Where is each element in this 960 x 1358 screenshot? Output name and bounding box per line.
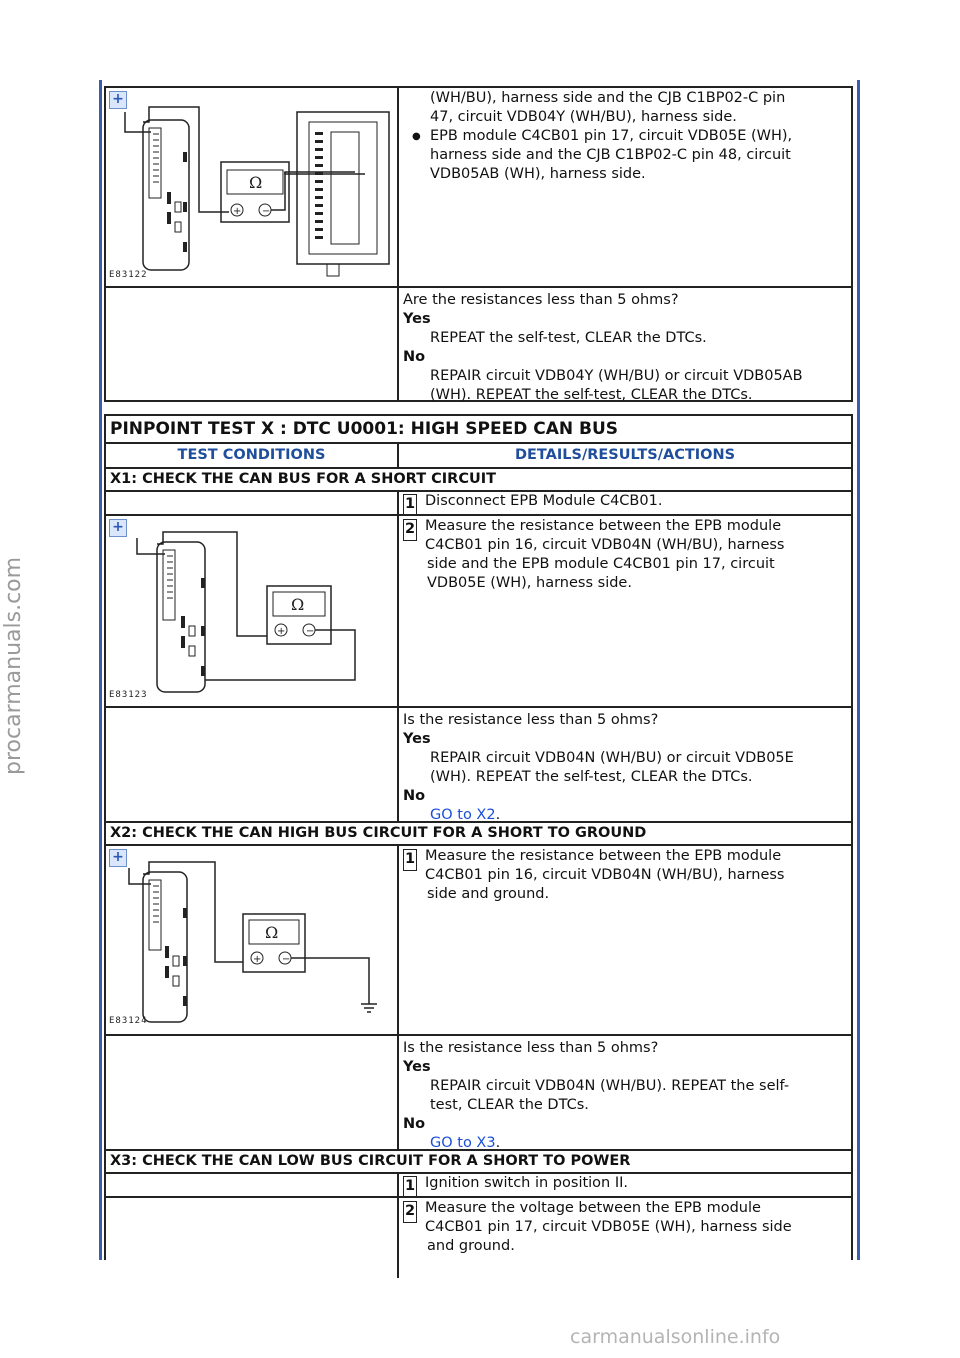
bullet-line: harness side and the CJB C1BP02-C pin 48, circuit bbox=[430, 147, 791, 163]
step-line: C4CB01 pin 16, circuit VDB04N (WH/BU), harness bbox=[425, 537, 785, 553]
svg-text:−: − bbox=[262, 206, 271, 217]
step-text bbox=[425, 517, 847, 555]
yes-action: test, CLEAR the DTCs. bbox=[430, 1097, 589, 1113]
step-line: Measure the resistance between the EPB module bbox=[425, 848, 782, 864]
x2-results-row bbox=[106, 1034, 851, 1149]
yes-label: Yes bbox=[403, 1059, 431, 1075]
previous-test-table bbox=[104, 86, 853, 402]
results-cell bbox=[399, 288, 851, 403]
step-text: Disconnect EPB Module C4CB01. bbox=[425, 493, 663, 509]
wiring-diagram-e83122 bbox=[109, 92, 395, 284]
x1-step1-cell bbox=[399, 492, 851, 514]
x3-step1-cell bbox=[399, 1174, 851, 1196]
details-cell bbox=[399, 88, 851, 286]
step-number: 2 bbox=[403, 1201, 417, 1223]
empty-condition-cell bbox=[106, 492, 399, 514]
empty-condition-cell bbox=[106, 1036, 399, 1149]
col-details-results-actions: DETAILS/RESULTS/ACTIONS bbox=[514, 447, 736, 463]
step-number: 2 bbox=[403, 519, 417, 541]
no-label: No bbox=[403, 1116, 426, 1132]
step-line: C4CB01 pin 17, circuit VDB05E (WH), harness side bbox=[425, 1219, 792, 1235]
x1-results-row bbox=[106, 706, 851, 821]
yes-action: REPAIR circuit VDB04N (WH/BU). REPEAT the self- bbox=[430, 1078, 790, 1094]
figure-cell bbox=[106, 88, 399, 286]
detail-line: 47, circuit VDB04Y (WH/BU), harness side. bbox=[430, 109, 737, 125]
step-number: 1 bbox=[403, 494, 417, 516]
x3-step1-row bbox=[106, 1172, 851, 1196]
no-label: No bbox=[403, 349, 426, 365]
col-test-conditions: TEST CONDITIONS bbox=[106, 444, 399, 467]
x2-step1-cell bbox=[399, 846, 851, 1034]
empty-condition-cell bbox=[106, 288, 399, 400]
no-action: GO to X2. bbox=[430, 807, 501, 823]
step-number: 1 bbox=[403, 849, 417, 871]
bullet-line: VDB05AB (WH), harness side. bbox=[430, 166, 646, 182]
step-line: VDB05E (WH), harness side. bbox=[427, 575, 632, 591]
empty-condition-cell bbox=[106, 708, 399, 821]
step-text: Ignition switch in position II. bbox=[425, 1175, 629, 1191]
step-text bbox=[425, 1199, 847, 1237]
step-line: side and the EPB module C4CB01 pin 17, circuit bbox=[427, 556, 775, 572]
svg-text:−: − bbox=[282, 954, 291, 965]
x1-step2-row bbox=[106, 514, 851, 706]
no-label: No bbox=[403, 788, 426, 804]
yes-label: Yes bbox=[403, 731, 431, 747]
svg-text:+: + bbox=[233, 206, 242, 217]
pinpoint-title: PINPOINT TEST X : DTC U0001: HIGH SPEED CAN BUS bbox=[110, 419, 619, 439]
x1-results-cell bbox=[399, 708, 851, 821]
goto-x3-link[interactable]: GO to X3 bbox=[430, 1135, 496, 1151]
x1-step1-row bbox=[106, 490, 851, 514]
svg-text:Ω: Ω bbox=[291, 595, 305, 614]
empty-condition-cell bbox=[106, 1174, 399, 1196]
step-line: Measure the resistance between the EPB module bbox=[425, 518, 782, 534]
side-watermark: procarmanuals.com bbox=[1, 556, 26, 775]
pinpoint-test-x-table bbox=[104, 414, 853, 1260]
figure-cell bbox=[106, 846, 399, 1034]
previous-results-row bbox=[106, 286, 851, 403]
question: Are the resistances less than 5 ohms? bbox=[403, 292, 679, 308]
step-line: side and ground. bbox=[427, 886, 550, 902]
question: Is the resistance less than 5 ohms? bbox=[403, 712, 659, 728]
figure-label: E83123 bbox=[109, 690, 148, 700]
x3-step2-cell bbox=[399, 1198, 851, 1278]
ground-symbol-icon bbox=[361, 1004, 377, 1012]
svg-text:+: + bbox=[253, 954, 262, 965]
x2-results-cell bbox=[399, 1036, 851, 1149]
detail-line: (WH/BU), harness side and the CJB C1BP02-C pin bbox=[430, 90, 786, 106]
left-page-rule bbox=[99, 80, 102, 1260]
yes-action: REPEAT the self-test, CLEAR the DTCs. bbox=[430, 330, 707, 346]
figure-cell bbox=[106, 516, 399, 706]
expand-plus-icon[interactable]: + bbox=[109, 519, 127, 537]
section-x3-title: X3: CHECK THE CAN LOW BUS CIRCUIT FOR A SHORT TO POWER bbox=[106, 1149, 851, 1172]
previous-step-row bbox=[106, 88, 851, 286]
no-action: GO to X3. bbox=[430, 1135, 501, 1151]
x2-step1-row bbox=[106, 844, 851, 1034]
yes-label: Yes bbox=[403, 311, 431, 327]
bottom-watermark: carmanualsonline.info bbox=[570, 1326, 781, 1348]
question: Is the resistance less than 5 ohms? bbox=[403, 1040, 659, 1056]
step-line: Measure the voltage between the EPB module bbox=[425, 1200, 761, 1216]
column-headers bbox=[106, 442, 851, 467]
step-line: and ground. bbox=[427, 1238, 515, 1254]
goto-x2-link[interactable]: GO to X2 bbox=[430, 807, 496, 823]
wiring-diagram-e83123 bbox=[109, 520, 395, 704]
figure-label: E83122 bbox=[109, 270, 148, 280]
yes-action: (WH). REPEAT the self-test, CLEAR the DTCs. bbox=[430, 769, 753, 785]
bullet-list bbox=[403, 127, 847, 184]
svg-text:Ω: Ω bbox=[249, 173, 263, 192]
svg-text:Ω: Ω bbox=[265, 923, 279, 942]
empty-condition-cell bbox=[106, 1198, 399, 1278]
svg-text:−: − bbox=[306, 626, 315, 637]
step-line: C4CB01 pin 16, circuit VDB04N (WH/BU), harness bbox=[425, 867, 785, 883]
svg-text:+: + bbox=[277, 626, 286, 637]
section-x1-title: X1: CHECK THE CAN BUS FOR A SHORT CIRCUIT bbox=[106, 467, 851, 490]
no-action: (WH). REPEAT the self-test, CLEAR the DTCs. bbox=[430, 387, 753, 403]
right-page-rule bbox=[857, 80, 860, 1260]
x1-step2-cell bbox=[399, 516, 851, 706]
step-number: 1 bbox=[403, 1176, 417, 1198]
step-text bbox=[425, 847, 847, 885]
expand-plus-icon[interactable]: + bbox=[109, 849, 127, 867]
bullet-line: ● EPB module C4CB01 pin 17, circuit VDB05E (WH), bbox=[430, 127, 847, 146]
figure-label: E83124 bbox=[109, 1016, 148, 1026]
no-action: REPAIR circuit VDB04Y (WH/BU) or circuit VDB05AB bbox=[430, 368, 803, 384]
x3-step2-row bbox=[106, 1196, 851, 1278]
wiring-diagram-e83124 bbox=[109, 850, 395, 1032]
section-x2-title: X2: CHECK THE CAN HIGH BUS CIRCUIT FOR A SHORT TO GROUND bbox=[106, 821, 851, 844]
expand-plus-icon[interactable]: + bbox=[109, 91, 127, 109]
yes-action: REPAIR circuit VDB04N (WH/BU) or circuit VDB05E bbox=[430, 750, 794, 766]
